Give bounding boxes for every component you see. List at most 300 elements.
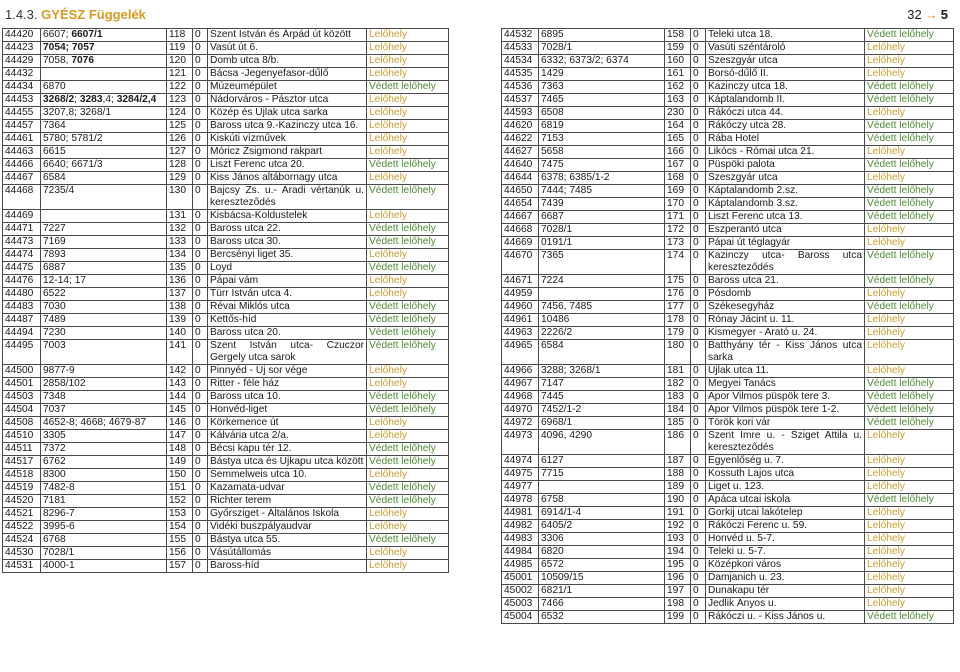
right-cell-addr: Káptalandomb II. — [706, 94, 865, 107]
right-cell-addr: Dunakapu tér — [706, 585, 865, 598]
right-cell-status: Védett lelőhely — [865, 133, 954, 146]
table-row — [3, 262, 449, 275]
right-cell-id: 44985 — [502, 559, 539, 572]
right-cell-z: 0 — [691, 507, 706, 520]
left-cell-addr: Pápai vám — [208, 275, 367, 288]
right-cell-addr: Megyei Tanács — [706, 378, 865, 391]
table-row — [502, 365, 954, 378]
left-cell-status: Lelőhely — [367, 547, 449, 560]
right-cell-addr: Kossuth Lajos utca — [706, 468, 865, 481]
right-cell-id: 44972 — [502, 417, 539, 430]
right-cell-z: 0 — [691, 94, 706, 107]
section-title: GYÉSZ Függelék — [41, 6, 146, 22]
table-row — [502, 340, 954, 365]
left-cell-n: 152 — [167, 495, 193, 508]
right-cell-z: 0 — [691, 533, 706, 546]
right-cell-z: 0 — [691, 211, 706, 224]
right-cell-status: Lelőhely — [865, 481, 954, 494]
table-row — [502, 198, 954, 211]
left-cell-hrsz: 7003 — [41, 340, 167, 365]
right-cell-id: 44534 — [502, 55, 539, 68]
left-cell-id: 44510 — [3, 430, 41, 443]
left-cell-id: 44461 — [3, 133, 41, 146]
left-cell-n: 156 — [167, 547, 193, 560]
right-cell-status: Lelőhely — [865, 430, 954, 455]
right-cell-hrsz: 7028/1 — [539, 224, 665, 237]
right-cell-status: Védett lelőhely — [865, 94, 954, 107]
right-cell-n: 186 — [665, 430, 691, 455]
left-cell-z: 0 — [193, 378, 208, 391]
table-row — [502, 107, 954, 120]
left-cell-addr: Győrsziget - Általános Iskola — [208, 508, 367, 521]
left-cell-z: 0 — [193, 327, 208, 340]
table-row — [3, 521, 449, 534]
table-row — [3, 68, 449, 81]
right-cell-addr: Káptalandomb 3.sz. — [706, 198, 865, 211]
right-cell-id: 44975 — [502, 468, 539, 481]
right-cell-hrsz: 6405/2 — [539, 520, 665, 533]
table-row — [3, 236, 449, 249]
left-cell-id: 44473 — [3, 236, 41, 249]
right-cell-status: Lelőhely — [865, 55, 954, 68]
left-cell-z: 0 — [193, 417, 208, 430]
right-cell-status: Védett lelőhely — [865, 185, 954, 198]
table-row — [502, 585, 954, 598]
left-cell-z: 0 — [193, 340, 208, 365]
table-row — [3, 560, 449, 573]
right-cell-n: 167 — [665, 159, 691, 172]
right-cell-addr: Jedlik Ányos u. — [706, 598, 865, 611]
right-cell-hrsz: 10509/15 — [539, 572, 665, 585]
left-cell-status: Védett lelőhely — [367, 327, 449, 340]
left-cell-hrsz: 7058, 7076 — [41, 55, 167, 68]
right-cell-n: 185 — [665, 417, 691, 430]
table-row — [3, 443, 449, 456]
left-cell-hrsz: 7054; 7057 — [41, 42, 167, 55]
right-cell-n: 160 — [665, 55, 691, 68]
left-cell-addr: Vidéki buszpályaudvar — [208, 521, 367, 534]
table-row — [3, 508, 449, 521]
right-cell-hrsz: 6378; 6385/1-2 — [539, 172, 665, 185]
left-cell-n: 137 — [167, 288, 193, 301]
left-cell-z: 0 — [193, 469, 208, 482]
left-cell-id: 44457 — [3, 120, 41, 133]
right-cell-n: 159 — [665, 42, 691, 55]
right-cell-hrsz: 6820 — [539, 546, 665, 559]
right-cell-status: Lelőhely — [865, 68, 954, 81]
right-cell-addr: Török kori vár — [706, 417, 865, 430]
table-row — [3, 275, 449, 288]
right-cell-addr: Pápai út téglagyár — [706, 237, 865, 250]
left-cell-z: 0 — [193, 172, 208, 185]
table-row — [502, 120, 954, 133]
right-cell-status: Lelőhely — [865, 146, 954, 159]
left-cell-id: 44474 — [3, 249, 41, 262]
table-row — [502, 250, 954, 275]
left-cell-id: 44495 — [3, 340, 41, 365]
left-cell-addr: Kálvária utca 2/a. — [208, 430, 367, 443]
table-row — [502, 288, 954, 301]
right-cell-hrsz: 6584 — [539, 340, 665, 365]
left-cell-z: 0 — [193, 404, 208, 417]
right-cell-hrsz: 7466 — [539, 598, 665, 611]
right-cell-addr: Szeszgyár utca — [706, 172, 865, 185]
right-cell-n: 179 — [665, 327, 691, 340]
right-cell-id: 44654 — [502, 198, 539, 211]
right-cell-id: 44536 — [502, 81, 539, 94]
left-cell-addr: Baross-híd — [208, 560, 367, 573]
left-cell-status: Lelőhely — [367, 94, 449, 107]
right-cell-hrsz: 7224 — [539, 275, 665, 288]
left-cell-hrsz: 7227 — [41, 223, 167, 236]
right-cell-n: 178 — [665, 314, 691, 327]
left-cell-n: 143 — [167, 378, 193, 391]
right-cell-status: Lelőhely — [865, 314, 954, 327]
left-cell-hrsz: 6640; 6671/3 — [41, 159, 167, 172]
right-cell-status: Védett lelőhely — [865, 81, 954, 94]
left-cell-id: 44429 — [3, 55, 41, 68]
right-cell-id: 44984 — [502, 546, 539, 559]
right-cell-z: 0 — [691, 120, 706, 133]
table-row — [3, 301, 449, 314]
table-row — [3, 133, 449, 146]
right-cell-addr: Rákóczi u. - Kiss János u. — [706, 611, 865, 624]
left-cell-addr: Kiss János altábornagy utca — [208, 172, 367, 185]
left-cell-status: Lelőhely — [367, 210, 449, 223]
right-cell-status: Lelőhely — [865, 533, 954, 546]
left-cell-addr: Bácsa -Jegenyefasor-dűlő — [208, 68, 367, 81]
right-cell-z: 0 — [691, 430, 706, 455]
left-cell-status: Védett lelőhely — [367, 236, 449, 249]
right-cell-addr: Pósdomb — [706, 288, 865, 301]
left-cell-n: 125 — [167, 120, 193, 133]
left-cell-status: Védett lelőhely — [367, 81, 449, 94]
left-cell-hrsz: 7037 — [41, 404, 167, 417]
right-cell-status: Lelőhely — [865, 172, 954, 185]
table-row — [3, 482, 449, 495]
right-cell-hrsz: 6508 — [539, 107, 665, 120]
right-cell-hrsz: 7456, 7485 — [539, 301, 665, 314]
left-cell-n: 146 — [167, 417, 193, 430]
left-cell-hrsz: 8296-7 — [41, 508, 167, 521]
right-cell-hrsz: 3288; 3268/1 — [539, 365, 665, 378]
left-cell-addr: Liszt Ferenc utca 20. — [208, 159, 367, 172]
table-row — [3, 107, 449, 120]
table-row — [3, 146, 449, 159]
right-cell-hrsz: 7028/1 — [539, 42, 665, 55]
right-cell-z: 0 — [691, 301, 706, 314]
right-cell-n: 196 — [665, 572, 691, 585]
left-cell-id: 44434 — [3, 81, 41, 94]
table-row — [3, 547, 449, 560]
left-cell-z: 0 — [193, 301, 208, 314]
left-cell-status: Lelőhely — [367, 146, 449, 159]
right-cell-id: 44977 — [502, 481, 539, 494]
left-cell-id: 44471 — [3, 223, 41, 236]
right-cell-id: 44973 — [502, 430, 539, 455]
right-cell-z: 0 — [691, 42, 706, 55]
left-cell-addr: Richter terem — [208, 495, 367, 508]
right-cell-z: 0 — [691, 611, 706, 624]
right-column — [501, 28, 954, 624]
right-cell-hrsz: 7147 — [539, 378, 665, 391]
left-cell-hrsz: 6768 — [41, 534, 167, 547]
left-cell-id: 44530 — [3, 547, 41, 560]
left-cell-id: 44483 — [3, 301, 41, 314]
left-cell-hrsz: 7489 — [41, 314, 167, 327]
right-cell-hrsz: 7715 — [539, 468, 665, 481]
right-cell-z: 0 — [691, 455, 706, 468]
left-cell-status: Lelőhely — [367, 55, 449, 68]
left-cell-n: 140 — [167, 327, 193, 340]
table-row — [502, 481, 954, 494]
left-cell-hrsz: 12-14; 17 — [41, 275, 167, 288]
table-row — [3, 314, 449, 327]
left-cell-addr: Bercsényi liget 35. — [208, 249, 367, 262]
left-cell-z: 0 — [193, 223, 208, 236]
left-cell-status: Védett lelőhely — [367, 391, 449, 404]
right-cell-n: 174 — [665, 250, 691, 275]
left-cell-addr: Kettős-híd — [208, 314, 367, 327]
left-cell-z: 0 — [193, 365, 208, 378]
right-cell-hrsz: 6968/1 — [539, 417, 665, 430]
left-cell-status: Védett lelőhely — [367, 262, 449, 275]
table-row — [3, 42, 449, 55]
right-cell-z: 0 — [691, 81, 706, 94]
left-cell-addr: Baross utca 22. — [208, 223, 367, 236]
right-cell-n: 158 — [665, 29, 691, 42]
left-cell-addr: Bajcsy Zs. u.- Aradi vértanúk u. kereszteződés — [208, 185, 367, 210]
right-cell-status: Védett lelőhely — [865, 404, 954, 417]
left-cell-status: Védett lelőhely — [367, 404, 449, 417]
table-row — [502, 29, 954, 42]
left-cell-z: 0 — [193, 443, 208, 456]
left-cell-z: 0 — [193, 288, 208, 301]
left-cell-status: Lelőhely — [367, 275, 449, 288]
left-cell-n: 126 — [167, 133, 193, 146]
right-cell-hrsz: 6895 — [539, 29, 665, 42]
left-cell-z: 0 — [193, 391, 208, 404]
table-row — [3, 534, 449, 547]
left-cell-hrsz: 8300 — [41, 469, 167, 482]
right-cell-status: Lelőhely — [865, 107, 954, 120]
right-cell-addr: Eszperantó utca — [706, 224, 865, 237]
page-reference — [907, 7, 948, 22]
left-cell-z: 0 — [193, 210, 208, 223]
right-cell-addr: Liszt Ferenc utca 13. — [706, 211, 865, 224]
right-cell-addr: Kazinczy utca- Baross utca kereszteződés — [706, 250, 865, 275]
left-cell-n: 127 — [167, 146, 193, 159]
left-cell-hrsz: 7230 — [41, 327, 167, 340]
right-cell-status: Védett lelőhely — [865, 494, 954, 507]
left-cell-status: Védett lelőhely — [367, 495, 449, 508]
page-to: 5 — [940, 6, 948, 22]
table-row — [502, 159, 954, 172]
left-cell-z: 0 — [193, 560, 208, 573]
right-cell-hrsz: 6572 — [539, 559, 665, 572]
right-cell-n: 197 — [665, 585, 691, 598]
left-cell-id: 44518 — [3, 469, 41, 482]
left-cell-hrsz: 4652-8; 4668; 4679-87 — [41, 417, 167, 430]
left-cell-n: 144 — [167, 391, 193, 404]
table-row — [502, 68, 954, 81]
right-cell-addr: Borsó-dűlő II. — [706, 68, 865, 81]
right-cell-z: 0 — [691, 365, 706, 378]
left-cell-hrsz: 6870 — [41, 81, 167, 94]
left-cell-id: 44468 — [3, 185, 41, 210]
table-row — [502, 468, 954, 481]
right-cell-addr: Középkori város — [706, 559, 865, 572]
left-cell-addr: Baross utca 10. — [208, 391, 367, 404]
left-cell-status: Védett lelőhely — [367, 159, 449, 172]
right-cell-id: 44983 — [502, 533, 539, 546]
left-cell-addr: Semmelweis utca 10. — [208, 469, 367, 482]
left-cell-addr: Nádorváros - Pásztor utca — [208, 94, 367, 107]
right-cell-id: 44535 — [502, 68, 539, 81]
left-cell-status: Lelőhely — [367, 521, 449, 534]
right-cell-status: Lelőhely — [865, 572, 954, 585]
table-row — [502, 55, 954, 68]
left-cell-n: 142 — [167, 365, 193, 378]
right-cell-status: Védett lelőhely — [865, 611, 954, 624]
right-cell-status: Védett lelőhely — [865, 275, 954, 288]
right-cell-hrsz: 7452/1-2 — [539, 404, 665, 417]
table-row — [502, 533, 954, 546]
table-row — [502, 146, 954, 159]
right-cell-addr: Rónay Jácint u. 11. — [706, 314, 865, 327]
left-cell-id: 44522 — [3, 521, 41, 534]
right-cell-hrsz: 6819 — [539, 120, 665, 133]
left-cell-hrsz: 7893 — [41, 249, 167, 262]
right-cell-hrsz: 4096, 4290 — [539, 430, 665, 455]
right-cell-status: Lelőhely — [865, 455, 954, 468]
table-row — [502, 507, 954, 520]
right-cell-z: 0 — [691, 559, 706, 572]
left-cell-hrsz: 7028/1 — [41, 547, 167, 560]
left-cell-addr: Vásútállomás — [208, 547, 367, 560]
right-cell-id: 44963 — [502, 327, 539, 340]
left-cell-z: 0 — [193, 133, 208, 146]
right-cell-hrsz: 1429 — [539, 68, 665, 81]
left-cell-id: 44455 — [3, 107, 41, 120]
right-cell-addr: Újlak utca 11. — [706, 365, 865, 378]
table-row — [502, 572, 954, 585]
right-cell-z: 0 — [691, 404, 706, 417]
left-cell-n: 124 — [167, 107, 193, 120]
right-cell-z: 0 — [691, 107, 706, 120]
right-cell-n: 173 — [665, 237, 691, 250]
left-cell-n: 150 — [167, 469, 193, 482]
left-cell-n: 135 — [167, 262, 193, 275]
left-cell-hrsz: 6607; 6607/1 — [41, 29, 167, 42]
right-cell-id: 44981 — [502, 507, 539, 520]
right-cell-addr: Teleki utca 18. — [706, 29, 865, 42]
left-cell-n: 138 — [167, 301, 193, 314]
right-cell-addr: Apor Vilmos püspök tere 1-2. — [706, 404, 865, 417]
left-cell-status: Lelőhely — [367, 469, 449, 482]
left-cell-id: 44508 — [3, 417, 41, 430]
table-row — [502, 172, 954, 185]
right-cell-n: 199 — [665, 611, 691, 624]
table-row — [3, 417, 449, 430]
right-cell-hrsz: 7475 — [539, 159, 665, 172]
table-row — [3, 378, 449, 391]
right-cell-hrsz: 7444; 7485 — [539, 185, 665, 198]
left-cell-status: Lelőhely — [367, 417, 449, 430]
table-row — [502, 391, 954, 404]
left-cell-n: 151 — [167, 482, 193, 495]
left-cell-z: 0 — [193, 42, 208, 55]
right-cell-status: Lelőhely — [865, 237, 954, 250]
left-cell-addr: Honvéd-liget — [208, 404, 367, 417]
table-row — [3, 456, 449, 469]
right-cell-addr: Püspöki palota — [706, 159, 865, 172]
left-cell-addr: Bástya utca 55. — [208, 534, 367, 547]
right-cell-hrsz — [539, 288, 665, 301]
right-cell-status: Lelőhely — [865, 507, 954, 520]
right-cell-hrsz: 6914/1-4 — [539, 507, 665, 520]
table-row — [3, 120, 449, 133]
table-row — [3, 365, 449, 378]
right-cell-status: Védett lelőhely — [865, 159, 954, 172]
right-cell-hrsz: 6127 — [539, 455, 665, 468]
left-cell-n: 154 — [167, 521, 193, 534]
right-cell-status: Védett lelőhely — [865, 301, 954, 314]
right-cell-id: 45001 — [502, 572, 539, 585]
right-cell-id: 44650 — [502, 185, 539, 198]
right-cell-id: 44667 — [502, 211, 539, 224]
right-cell-z: 0 — [691, 29, 706, 42]
left-cell-addr: Bécsi kapu tér 12. — [208, 443, 367, 456]
right-cell-n: 163 — [665, 94, 691, 107]
right-cell-z: 0 — [691, 520, 706, 533]
right-cell-id: 44959 — [502, 288, 539, 301]
left-cell-status: Védett lelőhely — [367, 534, 449, 547]
table-row — [3, 288, 449, 301]
table-row — [3, 327, 449, 340]
table-row — [3, 55, 449, 68]
arrow-right-icon: → — [924, 6, 938, 22]
right-cell-z: 0 — [691, 224, 706, 237]
right-cell-n: 176 — [665, 288, 691, 301]
table-row — [3, 210, 449, 223]
left-cell-n: 120 — [167, 55, 193, 68]
left-cell-status: Lelőhely — [367, 378, 449, 391]
left-cell-status: Lelőhely — [367, 172, 449, 185]
left-cell-hrsz — [41, 210, 167, 223]
right-cell-z: 0 — [691, 55, 706, 68]
left-cell-hrsz: 3207,8; 3268/1 — [41, 107, 167, 120]
right-cell-z: 0 — [691, 468, 706, 481]
left-cell-z: 0 — [193, 159, 208, 172]
left-cell-hrsz: 3268/2; 3283,4; 3284/2,4 — [41, 94, 167, 107]
left-cell-n: 128 — [167, 159, 193, 172]
right-cell-addr: Rákóczi utca 44. — [706, 107, 865, 120]
right-cell-z: 0 — [691, 172, 706, 185]
left-cell-status: Lelőhely — [367, 249, 449, 262]
table-row — [3, 404, 449, 417]
left-cell-n: 136 — [167, 275, 193, 288]
left-cell-n: 157 — [167, 560, 193, 573]
left-cell-addr: Kisbácsa-Koldustelek — [208, 210, 367, 223]
right-cell-n: 191 — [665, 507, 691, 520]
right-cell-id: 45003 — [502, 598, 539, 611]
left-cell-hrsz: 7181 — [41, 495, 167, 508]
right-cell-n: 184 — [665, 404, 691, 417]
right-cell-n: 187 — [665, 455, 691, 468]
left-cell-hrsz: 7364 — [41, 120, 167, 133]
left-cell-n: 133 — [167, 236, 193, 249]
